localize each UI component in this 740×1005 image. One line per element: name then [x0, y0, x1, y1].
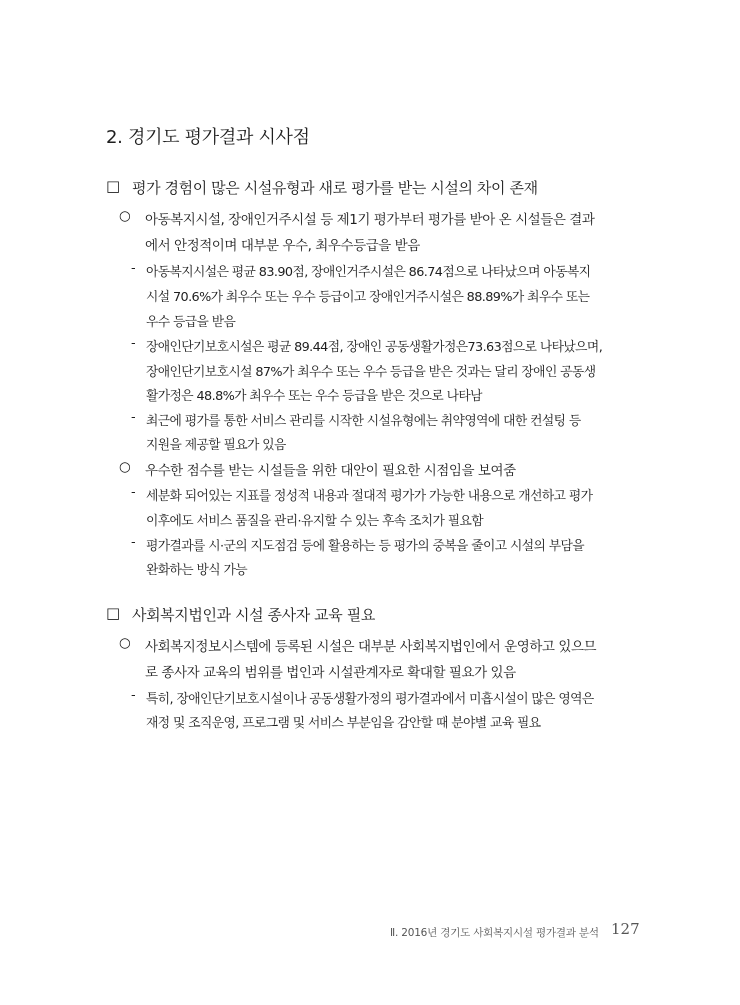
sub-1-1-2-line-3: 활가정은 48.8%가 최우수 또는 우수 등급을 받은 것으로 나타남	[146, 389, 482, 404]
sub-2-1-1-line-1: 특히, 장애인단기보호시설이나 공동생활가정의 평가결과에서 미흡시설이 많은 영역은	[146, 692, 594, 707]
sub-1-1-2-line-2: 장애인단기보호시설 87%가 최우수 또는 우수 등급을 받은 것과는 달리 장애인 공동생	[146, 365, 596, 380]
sub-2-1-1-line-2: 재정 및 조직운영, 프로그램 및 서비스 부분임을 감안할 때 분야별 교육 필요	[146, 716, 541, 731]
block-2-marker: □	[106, 604, 120, 622]
sub-2-1-1-marker: -	[131, 688, 136, 703]
running-footer: Ⅱ. 2016년 경기도 사회복지시설 평가결과 분석	[390, 927, 599, 939]
sub-1-2-2-marker: -	[131, 535, 136, 550]
item-1-1-line-2: 에서 안정적이며 대부분 우수, 최우수등급을 받음	[145, 238, 420, 254]
sub-1-2-2-line-1: 평가결과를 시·군의 지도점검 등에 활용하는 등 평가의 중복을 줄이고 시설의 부담을	[146, 539, 585, 554]
sub-1-1-2-marker: -	[131, 336, 136, 351]
sub-1-1-1-line-2: 시설 70.6%가 최우수 또는 우수 등급이고 장애인거주시설은 88.89%가 최우수 또는	[146, 290, 590, 305]
section-title: 2. 경기도 평가결과 시사점	[106, 127, 310, 148]
item-1-2-line-1: 우수한 점수를 받는 시설들을 위한 대안이 필요한 시점임을 보여줌	[145, 463, 516, 479]
sub-1-2-1-line-1: 세분화 되어있는 지표를 정성적 내용과 절대적 평가가 가능한 내용으로 개선하고 평가	[146, 489, 593, 504]
item-1-1-line-1: 아동복지시설, 장애인거주시설 등 제1기 평가부터 평가를 받아 온 시설들은 결과	[145, 212, 595, 228]
sub-1-1-1-line-1: 아동복지시설은 평균 83.90점, 장애인거주시설은 86.74점으로 나타났으며 아동복지	[146, 265, 591, 280]
sub-1-1-1-line-3: 우수 등급을 받음	[146, 315, 236, 330]
sub-1-1-3-line-1: 최근에 평가를 통한 서비스 관리를 시작한 시설유형에는 취약영역에 대한 컨설팅 등	[146, 414, 581, 429]
sub-1-2-1-marker: -	[131, 485, 136, 500]
item-1-2-marker: ○	[119, 459, 131, 475]
block-2-heading: 사회복지법인과 시설 종사자 교육 필요	[132, 606, 375, 624]
sub-1-2-2-line-2: 완화하는 방식 가능	[146, 563, 248, 578]
sub-1-2-1-line-2: 이후에도 서비스 품질을 관리·유지할 수 있는 후속 조치가 필요함	[146, 514, 484, 529]
page-number: 127	[611, 920, 640, 938]
item-2-1-line-1: 사회복지정보시스템에 등록된 시설은 대부분 사회복지법인에서 운영하고 있으므	[145, 639, 597, 655]
item-2-1-line-2: 로 종사자 교육의 범위를 법인과 시설관계자로 확대할 필요가 있음	[145, 665, 516, 681]
sub-1-1-3-marker: -	[131, 410, 136, 425]
sub-1-1-2-line-1: 장애인단기보호시설은 평균 89.44점, 장애인 공동생활가정은73.63점으로 나타났으며,	[146, 340, 603, 355]
sub-1-1-1-marker: -	[131, 261, 136, 276]
block-1-heading: 평가 경험이 많은 시설유형과 새로 평가를 받는 시설의 차이 존재	[132, 179, 538, 197]
item-2-1-marker: ○	[119, 635, 131, 651]
sub-1-1-3-line-2: 지원을 제공할 필요가 있음	[146, 438, 286, 453]
block-1-marker: □	[106, 177, 120, 195]
item-1-1-marker: ○	[119, 208, 131, 224]
